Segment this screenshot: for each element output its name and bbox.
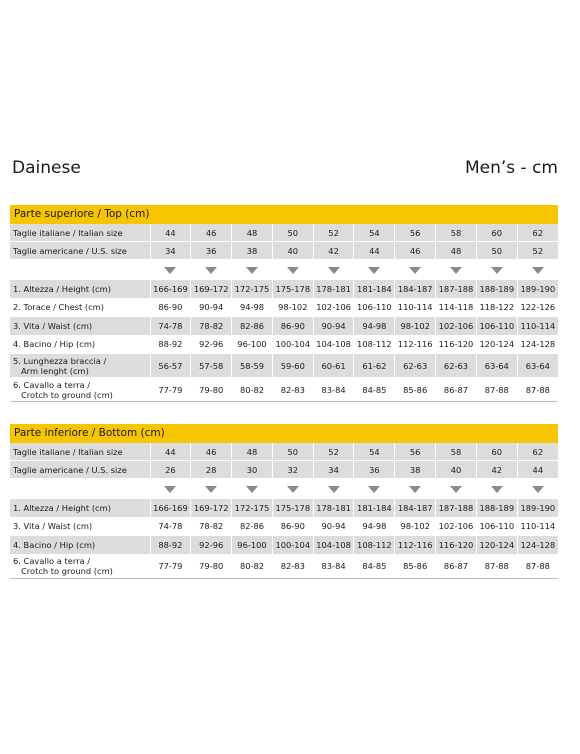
value-cell: 94-98 [354, 317, 395, 336]
value-cell: 102-106 [313, 298, 354, 317]
value-cell: 169-172 [191, 499, 232, 518]
value-cell: 84-85 [354, 378, 395, 402]
size-cell: 60 [476, 224, 517, 242]
size-cell: 60 [476, 443, 517, 461]
value-cell: 118-122 [476, 298, 517, 317]
value-cell: 104-108 [313, 335, 354, 354]
crotch-to-ground-row [10, 378, 558, 402]
size-cell: 48 [436, 242, 477, 260]
value-cell: 90-94 [191, 298, 232, 317]
value-cell: 87-88 [476, 378, 517, 402]
value-cell: 79-80 [191, 554, 232, 578]
value-cell: 83-84 [313, 378, 354, 402]
value-cell: 178-181 [313, 280, 354, 299]
size-cell: 44 [150, 224, 191, 242]
value-cell: 92-96 [191, 335, 232, 354]
value-cell: 63-64 [517, 354, 558, 378]
row-label-line1: 6. Cavallo a terra / [13, 556, 91, 566]
chevron-down-icon [246, 486, 258, 493]
size-cell: 26 [150, 461, 191, 479]
value-cell: 80-82 [232, 378, 273, 402]
us-size-row [10, 242, 558, 260]
crotch-to-ground-row [10, 554, 558, 578]
size-cell: 52 [313, 224, 354, 242]
size-cell: 42 [476, 461, 517, 479]
value-cell: 88-92 [150, 536, 191, 555]
size-cell: 58 [436, 224, 477, 242]
size-cell: 44 [150, 443, 191, 461]
us-size-row [10, 461, 558, 479]
value-cell: 56-57 [150, 354, 191, 378]
value-cell: 189-190 [517, 280, 558, 299]
row-label: 4. Bacino / Hip (cm) [10, 536, 150, 555]
arm-length-row [10, 354, 558, 378]
chevron-down-icon [450, 267, 462, 274]
value-cell: 98-102 [395, 317, 436, 336]
size-cell: 48 [232, 443, 273, 461]
size-cell: 54 [354, 443, 395, 461]
value-cell: 178-181 [313, 499, 354, 518]
value-cell: 100-104 [272, 335, 313, 354]
size-cell: 36 [354, 461, 395, 479]
row-label [10, 354, 150, 378]
value-cell: 77-79 [150, 554, 191, 578]
size-cell: 40 [436, 461, 477, 479]
value-cell: 58-59 [232, 354, 273, 378]
row-label-line2: Crotch to ground (cm) [21, 389, 113, 400]
chevron-down-icon [164, 267, 176, 274]
size-cell: 44 [354, 242, 395, 260]
size-cell: 42 [313, 242, 354, 260]
value-cell: 90-94 [313, 317, 354, 336]
value-cell: 116-120 [436, 536, 477, 555]
value-cell: 82-83 [272, 378, 313, 402]
value-cell: 110-114 [517, 317, 558, 336]
chevron-down-icon [368, 267, 380, 274]
size-cell: 62 [517, 443, 558, 461]
chevron-down-icon [532, 486, 544, 493]
size-cell: 34 [150, 242, 191, 260]
value-cell: 98-102 [395, 517, 436, 536]
value-cell: 62-63 [436, 354, 477, 378]
row-label: 1. Altezza / Height (cm) [10, 280, 150, 299]
bottom-size-section [10, 424, 558, 579]
value-cell: 122-126 [517, 298, 558, 317]
value-cell: 184-187 [395, 280, 436, 299]
value-cell: 86-90 [150, 298, 191, 317]
value-cell: 172-175 [232, 280, 273, 299]
value-cell: 181-184 [354, 280, 395, 299]
size-cell: 50 [272, 224, 313, 242]
size-cell: 50 [476, 242, 517, 260]
value-cell: 124-128 [517, 536, 558, 555]
row-label [10, 378, 150, 402]
height-row [10, 499, 558, 518]
value-cell: 88-92 [150, 335, 191, 354]
chevron-down-icon [491, 267, 503, 274]
value-cell: 78-82 [191, 317, 232, 336]
size-cell: 52 [517, 242, 558, 260]
value-cell: 100-104 [272, 536, 313, 555]
value-cell: 59-60 [272, 354, 313, 378]
value-cell: 90-94 [313, 517, 354, 536]
value-cell: 63-64 [476, 354, 517, 378]
chevron-down-icon [409, 486, 421, 493]
value-cell: 110-114 [517, 517, 558, 536]
row-label: Taglie italiane / Italian size [10, 443, 150, 461]
value-cell: 120-124 [476, 335, 517, 354]
row-label: 1. Altezza / Height (cm) [10, 499, 150, 518]
value-cell: 106-110 [354, 298, 395, 317]
size-cell: 28 [191, 461, 232, 479]
row-label: Taglie americane / U.S. size [10, 461, 150, 479]
value-cell: 187-188 [436, 499, 477, 518]
value-cell: 82-86 [232, 517, 273, 536]
size-cell: 30 [232, 461, 273, 479]
row-label-line2: Arm lenght (cm) [21, 365, 89, 376]
size-cell: 56 [395, 443, 436, 461]
chevron-down-icon [491, 486, 503, 493]
divider [10, 401, 558, 402]
value-cell: 80-82 [232, 554, 273, 578]
size-cell: 58 [436, 443, 477, 461]
chevron-down-icon [328, 486, 340, 493]
chevron-down-icon [164, 486, 176, 493]
chevron-down-icon [287, 267, 299, 274]
value-cell: 87-88 [517, 378, 558, 402]
hip-row [10, 335, 558, 354]
chevron-down-icon [532, 267, 544, 274]
unit-label: Men’s - cm [464, 158, 558, 178]
value-cell: 87-88 [476, 554, 517, 578]
value-cell: 169-172 [191, 280, 232, 299]
value-cell: 189-190 [517, 499, 558, 518]
value-cell: 96-100 [232, 536, 273, 555]
value-cell: 181-184 [354, 499, 395, 518]
value-cell: 114-118 [436, 298, 477, 317]
value-cell: 172-175 [232, 499, 273, 518]
bottom-section-title: Parte inferiore / Bottom (cm) [10, 424, 558, 443]
chevron-down-icon [368, 486, 380, 493]
value-cell: 74-78 [150, 317, 191, 336]
value-cell: 86-87 [436, 554, 477, 578]
chest-row [10, 298, 558, 317]
value-cell: 184-187 [395, 499, 436, 518]
value-cell: 74-78 [150, 517, 191, 536]
value-cell: 84-85 [354, 554, 395, 578]
value-cell: 188-189 [476, 280, 517, 299]
hip-row [10, 536, 558, 555]
value-cell: 94-98 [232, 298, 273, 317]
size-cell: 46 [191, 443, 232, 461]
value-cell: 106-110 [476, 517, 517, 536]
arrow-row [10, 260, 558, 280]
row-label: 2. Torace / Chest (cm) [10, 298, 150, 317]
size-cell: 52 [313, 443, 354, 461]
value-cell: 85-86 [395, 554, 436, 578]
row-label: Taglie italiane / Italian size [10, 224, 150, 242]
size-cell: 46 [191, 224, 232, 242]
value-cell: 57-58 [191, 354, 232, 378]
value-cell: 86-90 [272, 317, 313, 336]
size-cell: 62 [517, 224, 558, 242]
value-cell: 187-188 [436, 280, 477, 299]
top-size-section [10, 205, 558, 402]
size-cell: 38 [395, 461, 436, 479]
row-label: 3. Vita / Waist (cm) [10, 317, 150, 336]
value-cell: 62-63 [395, 354, 436, 378]
chevron-down-icon [450, 486, 462, 493]
value-cell: 116-120 [436, 335, 477, 354]
value-cell: 96-100 [232, 335, 273, 354]
row-label [10, 554, 150, 578]
italian-size-row [10, 224, 558, 242]
value-cell: 78-82 [191, 517, 232, 536]
size-cell: 50 [272, 443, 313, 461]
chevron-down-icon [409, 267, 421, 274]
height-row [10, 280, 558, 299]
size-cell: 40 [272, 242, 313, 260]
size-cell: 56 [395, 224, 436, 242]
value-cell: 94-98 [354, 517, 395, 536]
size-cell: 44 [517, 461, 558, 479]
size-cell: 32 [272, 461, 313, 479]
row-label-line1: 5. Lunghezza braccia / [13, 355, 107, 366]
value-cell: 175-178 [272, 280, 313, 299]
italian-size-row [10, 443, 558, 461]
row-label: 4. Bacino / Hip (cm) [10, 335, 150, 354]
value-cell: 175-178 [272, 499, 313, 518]
value-cell: 87-88 [517, 554, 558, 578]
chevron-down-icon [287, 486, 299, 493]
value-cell: 124-128 [517, 335, 558, 354]
divider [10, 578, 558, 579]
chevron-down-icon [205, 267, 217, 274]
value-cell: 112-116 [395, 335, 436, 354]
value-cell: 82-83 [272, 554, 313, 578]
value-cell: 120-124 [476, 536, 517, 555]
chevron-down-icon [205, 486, 217, 493]
size-cell: 38 [232, 242, 273, 260]
size-cell: 36 [191, 242, 232, 260]
chevron-down-icon [246, 267, 258, 274]
value-cell: 82-86 [232, 317, 273, 336]
value-cell: 188-189 [476, 499, 517, 518]
value-cell: 108-112 [354, 335, 395, 354]
value-cell: 83-84 [313, 554, 354, 578]
waist-row [10, 317, 558, 336]
value-cell: 108-112 [354, 536, 395, 555]
value-cell: 102-106 [436, 517, 477, 536]
row-label-line1: 6. Cavallo a terra / [13, 379, 91, 390]
value-cell: 85-86 [395, 378, 436, 402]
value-cell: 102-106 [436, 317, 477, 336]
row-label-line2: Crotch to ground (cm) [21, 566, 113, 576]
value-cell: 98-102 [272, 298, 313, 317]
value-cell: 110-114 [395, 298, 436, 317]
size-cell: 54 [354, 224, 395, 242]
value-cell: 60-61 [313, 354, 354, 378]
size-cell: 46 [395, 242, 436, 260]
size-cell: 34 [313, 461, 354, 479]
value-cell: 104-108 [313, 536, 354, 555]
waist-row [10, 517, 558, 536]
top-size-table [10, 224, 558, 401]
value-cell: 166-169 [150, 499, 191, 518]
value-cell: 92-96 [191, 536, 232, 555]
arrow-row [10, 479, 558, 499]
value-cell: 61-62 [354, 354, 395, 378]
brand-name: Dainese [12, 158, 81, 178]
value-cell: 77-79 [150, 378, 191, 402]
chevron-down-icon [328, 267, 340, 274]
value-cell: 106-110 [476, 317, 517, 336]
top-section-title: Parte superiore / Top (cm) [10, 205, 558, 224]
value-cell: 79-80 [191, 378, 232, 402]
value-cell: 86-87 [436, 378, 477, 402]
value-cell: 166-169 [150, 280, 191, 299]
row-label: Taglie americane / U.S. size [10, 242, 150, 260]
value-cell: 112-116 [395, 536, 436, 555]
value-cell: 86-90 [272, 517, 313, 536]
row-label: 3. Vita / Waist (cm) [10, 517, 150, 536]
bottom-size-table [10, 443, 558, 578]
size-cell: 48 [232, 224, 273, 242]
